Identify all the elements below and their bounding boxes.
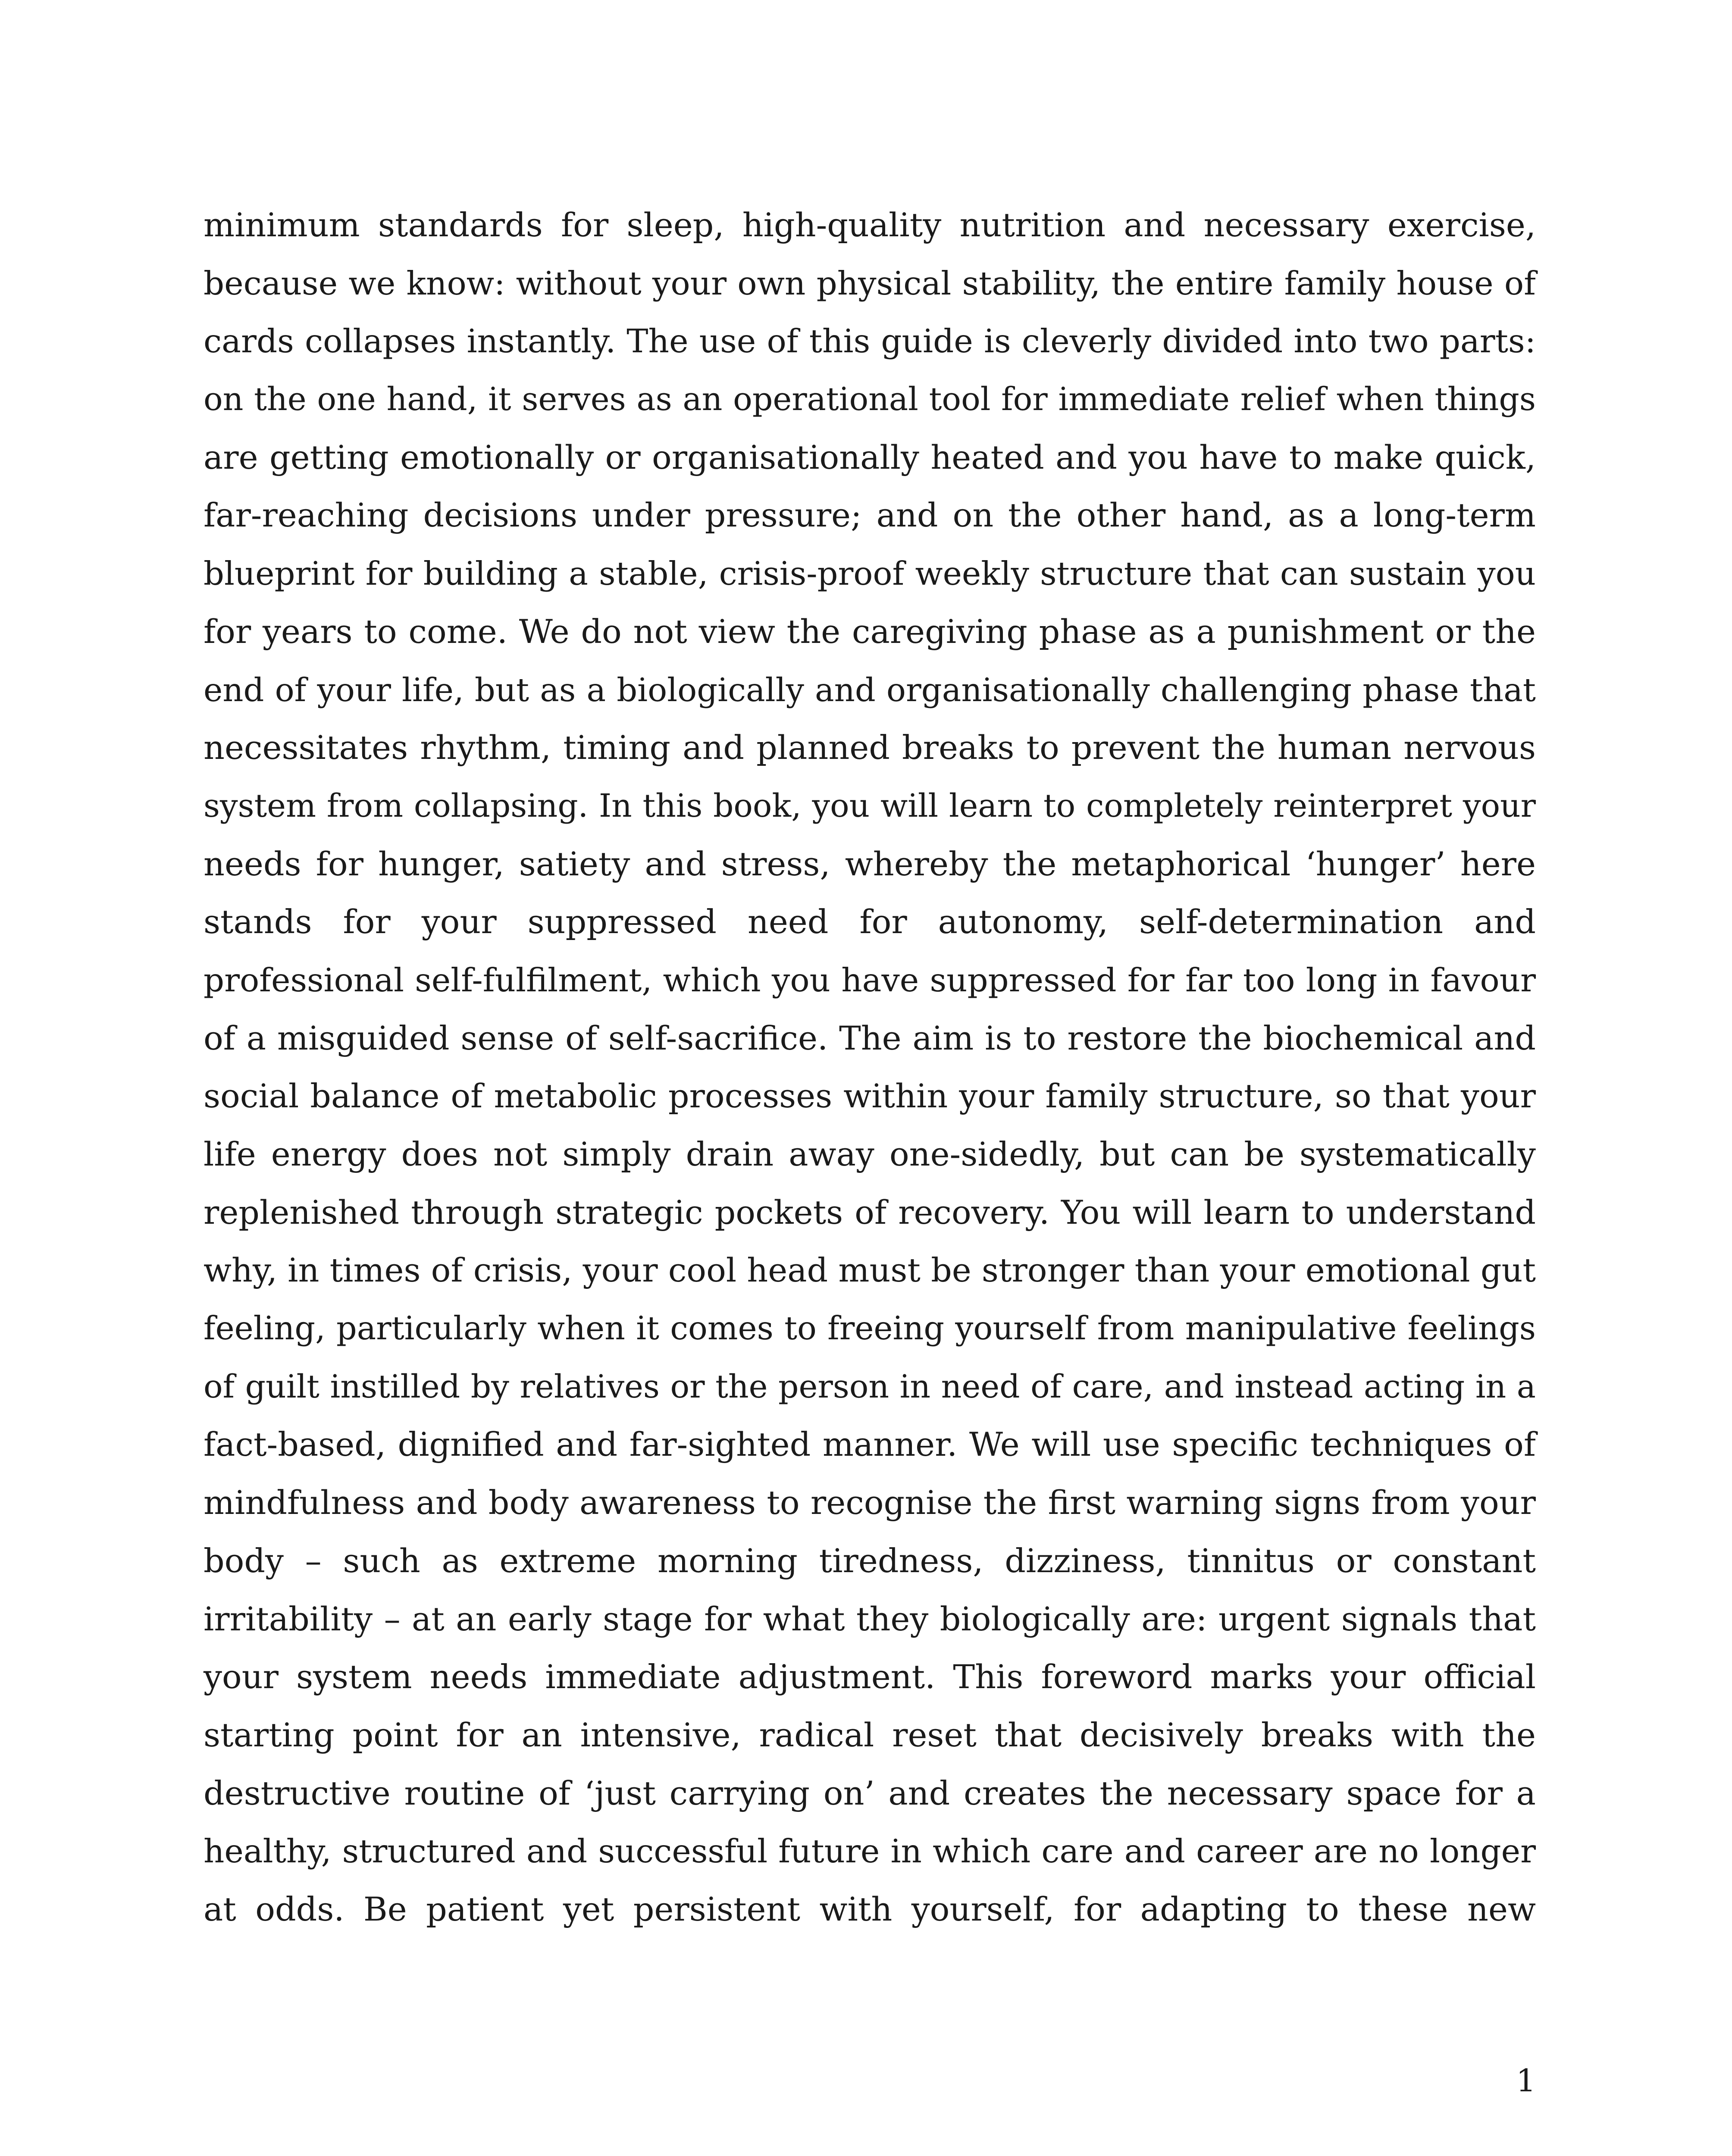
text-line: replenished through strategic pockets of recovery. You will learn to understand [204, 1193, 1536, 1232]
text-line: professional self-fulfilment, which you have suppressed for far too long in favour [204, 961, 1536, 999]
text-line: starting point for an intensive, radical reset that decisively breaks with the [204, 1715, 1536, 1754]
text-line: social balance of metabolic processes within your family structure, so that your [204, 1077, 1536, 1116]
text-line: far-reaching decisions under pressure; and on the other hand, as a long-term [204, 496, 1536, 535]
text-line: your system needs immediate adjustment. This foreword marks your official [204, 1658, 1536, 1696]
text-line: because we know: without your own physical stability, the entire family house of [204, 264, 1536, 302]
text-line: feeling, particularly when it comes to freeing yourself from manipulative feelings [204, 1310, 1536, 1348]
text-line: irritability – at an early stage for what they biologically are: urgent signals that [204, 1599, 1536, 1638]
text-line: fact-based, dignified and far-sighted manner. We will use specific techniques of [204, 1425, 1536, 1464]
text-line: at odds. Be patient yet persistent with yourself, for adapting to these new [204, 1890, 1536, 1928]
text-line: system from collapsing. In this book, you will learn to completely reinterpret your [204, 787, 1536, 824]
text-line: of a misguided sense of self-sacrifice. The aim is to restore the biochemical and [204, 1018, 1536, 1057]
text-line: minimum standards for sleep, high-quality nutrition and necessary exercise, [204, 206, 1536, 244]
text-line: for years to come. We do not view the caregiving phase as a punishment or the [204, 612, 1536, 651]
text-line: end of your life, but as a biologically and organisationally challenging phase that [204, 671, 1536, 709]
text-line: destructive routine of ‘just carrying on’ and creates the necessary space for a [204, 1774, 1536, 1812]
text-line: body – such as extreme morning tiredness, dizziness, tinnitus or constant [204, 1541, 1536, 1580]
text-line: are getting emotionally or organisationally heated and you have to make quick, [204, 438, 1536, 476]
text-line: necessitates rhythm, timing and planned breaks to prevent the human nervous [204, 728, 1536, 767]
text-line: of guilt instilled by relatives or the person in need of care, and instead acting in a [204, 1368, 1536, 1405]
page-number: 1 [1516, 2062, 1536, 2099]
text-line: cards collapses instantly. The use of this guide is cleverly divided into two parts: [204, 322, 1536, 360]
text-line: needs for hunger, satiety and stress, whereby the metaphorical ‘hunger’ here [204, 844, 1536, 883]
text-line: on the one hand, it serves as an operational tool for immediate relief when things [204, 381, 1536, 418]
body-paragraph [204, 196, 1536, 1939]
text-line: healthy, structured and successful future in which care and career are no longer [204, 1832, 1536, 1871]
text-line: stands for your suppressed need for autonomy, self-determination and [204, 903, 1536, 941]
text-line: why, in times of crisis, your cool head must be stronger than your emotional gut [204, 1251, 1536, 1290]
text-line: life energy does not simply drain away one-sidedly, but can be systematically [204, 1135, 1536, 1173]
text-line: mindfulness and body awareness to recognise the first warning signs from your [204, 1483, 1536, 1522]
text-line: blueprint for building a stable, crisis-proof weekly structure that can sustain you [204, 555, 1536, 593]
